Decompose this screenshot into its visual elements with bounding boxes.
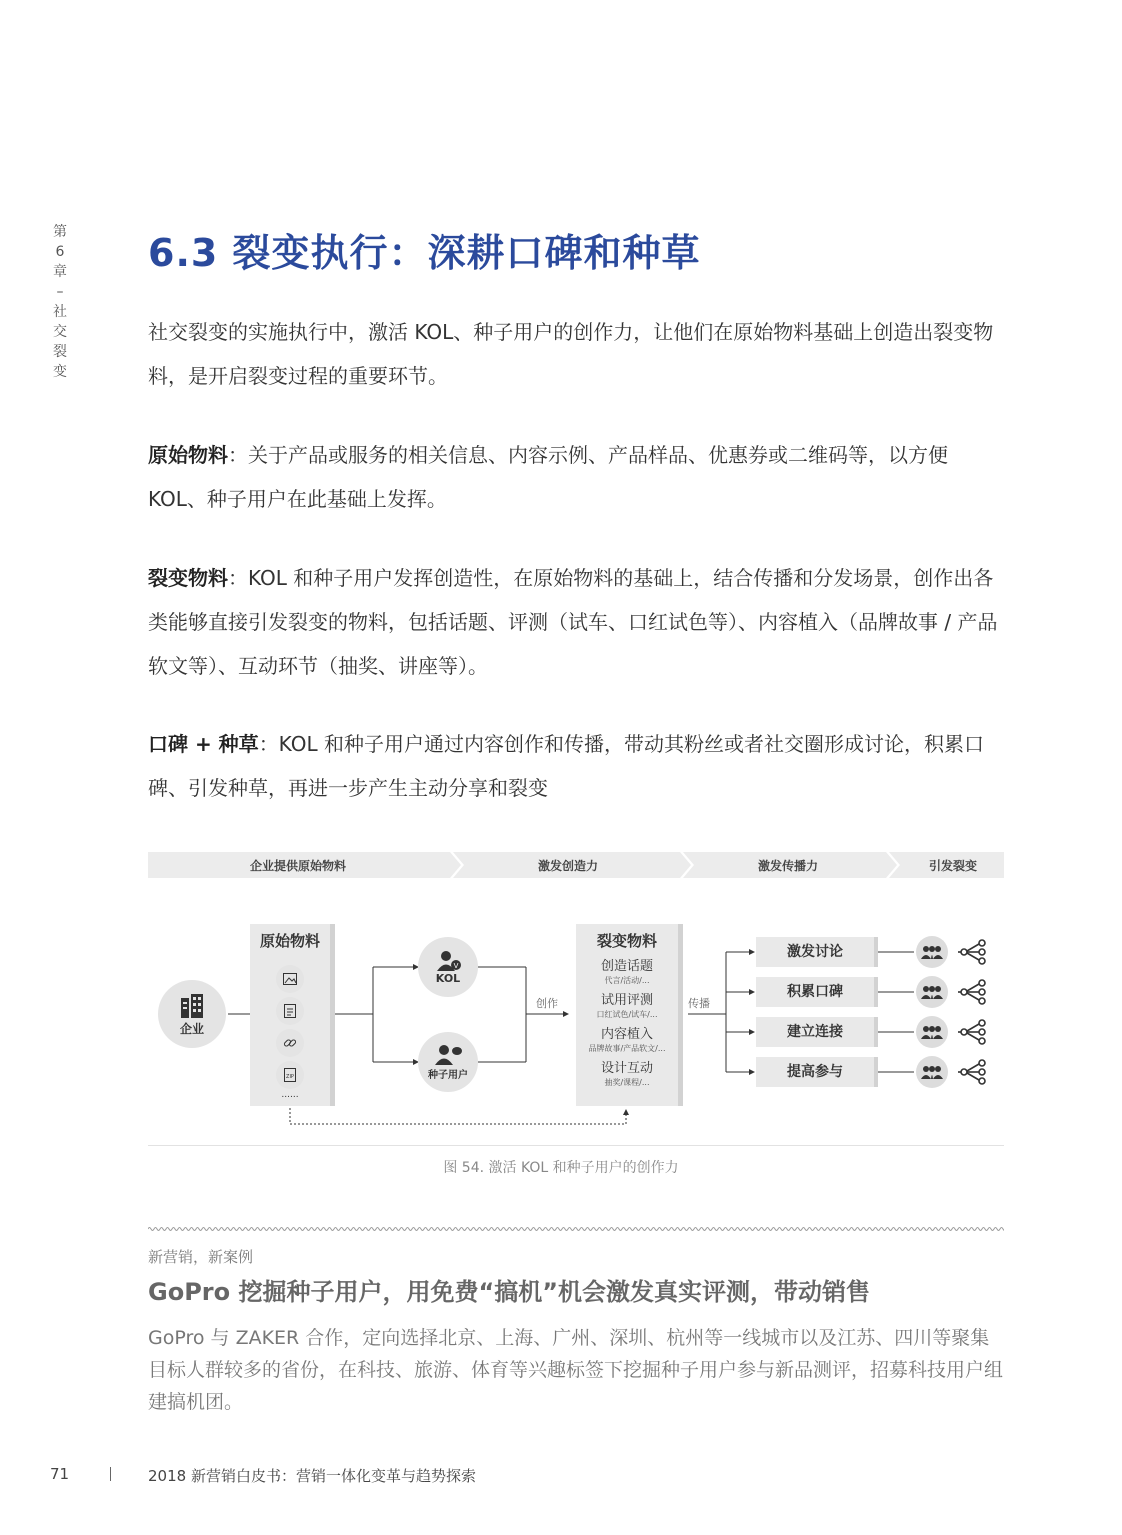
- svg-text:ZIP: ZIP: [286, 1074, 294, 1080]
- kol-node: [418, 937, 478, 997]
- case-title: GoPro 挖掘种子用户，用免费“搞机”机会激发真实评测，带动销售: [148, 1278, 871, 1306]
- paragraph-label: 裂变物料: [148, 566, 228, 590]
- fission-item-note: 品牌故事/产品软文/...: [588, 1044, 666, 1053]
- section-title: 6.3 裂变执行：深耕口碑和种草: [148, 231, 701, 275]
- svg-text:V: V: [453, 961, 459, 970]
- chapter-char: 6: [55, 244, 65, 260]
- link-icon: [276, 1029, 304, 1057]
- people-group-icon: [916, 1056, 948, 1088]
- spread-edge-label: 传播: [688, 997, 710, 1010]
- goal-box: 建立连接: [756, 1017, 874, 1047]
- fission-item-note: 口红试色/试车/...: [596, 1010, 658, 1019]
- chapter-char: 章: [53, 264, 67, 280]
- person-icon: [435, 950, 461, 972]
- figure-caption: 图 54. 激活 KOL 和种子用户的创作力: [443, 1160, 679, 1176]
- wave-divider: [148, 1224, 1004, 1234]
- paragraph-text: ：关于产品或服务的相关信息、内容示例、产品样品、优惠券或二维码等，以方便 KOL、种子用户在此基础上发挥。: [148, 443, 948, 511]
- fission-material-box: [576, 924, 678, 1106]
- document-icon: [276, 997, 304, 1025]
- fission-item-name: 内容植入: [600, 1027, 653, 1042]
- chapter-side-label: [50, 222, 70, 382]
- goal-box: 积累口碑: [756, 977, 874, 1007]
- paragraph-text: ：KOL 和种子用户发挥创造性，在原始物料的基础上，结合传播和分发场景，创作出各类能够直接引发裂变的物料，包括话题、评测（试车、口红试色等）、内容植入（品牌故事 / 产品软文等）、互动环节（抽奖、讲座等）。: [148, 566, 998, 678]
- footer-separator: [110, 1467, 111, 1481]
- word-of-mouth-paragraph: [148, 722, 1008, 810]
- zip-icon: [276, 1061, 304, 1089]
- people-group-icon: [916, 976, 948, 1008]
- paragraph-label: 原始物料: [148, 443, 228, 467]
- fission-item-name: 试用评测: [600, 993, 653, 1008]
- paragraph-label: 口碑 + 种草: [148, 732, 259, 756]
- company-label: 企业: [179, 1021, 204, 1036]
- paragraph-text: ：KOL 和种子用户通过内容创作和传播，带动其粉丝或者社交圈形成讨论，积累口碑、引发种草，再进一步产生主动分享和裂变: [148, 732, 984, 800]
- people-group-icon: [916, 1016, 948, 1048]
- chapter-char: 裂: [53, 344, 67, 360]
- fission-material-paragraph: [148, 556, 1008, 688]
- stage-label: 引发裂变: [928, 859, 977, 873]
- raw-more: ......: [281, 1090, 299, 1100]
- chapter-char: 第: [53, 224, 67, 240]
- create-edge-label: 创作: [536, 997, 558, 1010]
- share-icon: [958, 977, 988, 1007]
- raw-material-title: 原始物料: [259, 932, 320, 950]
- company-node: [158, 980, 226, 1048]
- fission-item-name: 设计互动: [600, 1061, 653, 1076]
- fission-diagram: [148, 852, 1004, 1152]
- goal-box: 激发讨论: [756, 937, 874, 967]
- person-chat-icon: [433, 1044, 463, 1066]
- chapter-char: –: [56, 284, 64, 300]
- seed-user-node: [418, 1032, 478, 1092]
- fission-item-name: 创造话题: [600, 959, 653, 974]
- image-icon: [276, 965, 304, 993]
- people-group-icon: [916, 936, 948, 968]
- chapter-char: 变: [53, 364, 67, 380]
- case-tag: 新营销，新案例: [148, 1248, 254, 1266]
- footer-title: 2018 新营销白皮书：营销一体化变革与趋势探索: [148, 1467, 476, 1485]
- caption-divider: [148, 1145, 1004, 1146]
- page-number: 71: [50, 1465, 70, 1483]
- fission-item-note: 代言/活动/...: [604, 976, 650, 985]
- case-body: GoPro 与 ZAKER 合作，定向选择北京、上海、广州、深圳、杭州等一线城市以及江苏、四川等聚集目标人群较多的省份，在科技、旅游、体育等兴趣标签下挖掘种子用户参与新品测评，招募科技用户组建搞机团。: [148, 1327, 1004, 1413]
- stage-label: 企业提供原始物料: [249, 859, 346, 873]
- raw-material-paragraph: [148, 433, 1008, 521]
- stage-label: 激发创造力: [537, 859, 598, 873]
- fission-item-note: 抽奖/课程/...: [604, 1078, 650, 1087]
- intro-paragraph: 社交裂变的实施执行中，激活 KOL、种子用户的创作力，让他们在原始物料基础上创造出裂变物料，是开启裂变过程的重要环节。: [148, 320, 994, 388]
- share-icon: [958, 1017, 988, 1047]
- chapter-char: 交: [53, 324, 67, 340]
- share-icon: [958, 937, 988, 967]
- chapter-char: 社: [53, 304, 67, 320]
- kol-label: KOL: [435, 971, 461, 985]
- goal-box: 提高参与: [756, 1057, 874, 1087]
- stage-label: 激发传播力: [757, 859, 818, 873]
- seed-user-label: 种子用户: [428, 1069, 468, 1081]
- share-icon: [958, 1057, 988, 1087]
- building-icon: [179, 992, 205, 1020]
- fission-material-title: 裂变物料: [596, 932, 657, 950]
